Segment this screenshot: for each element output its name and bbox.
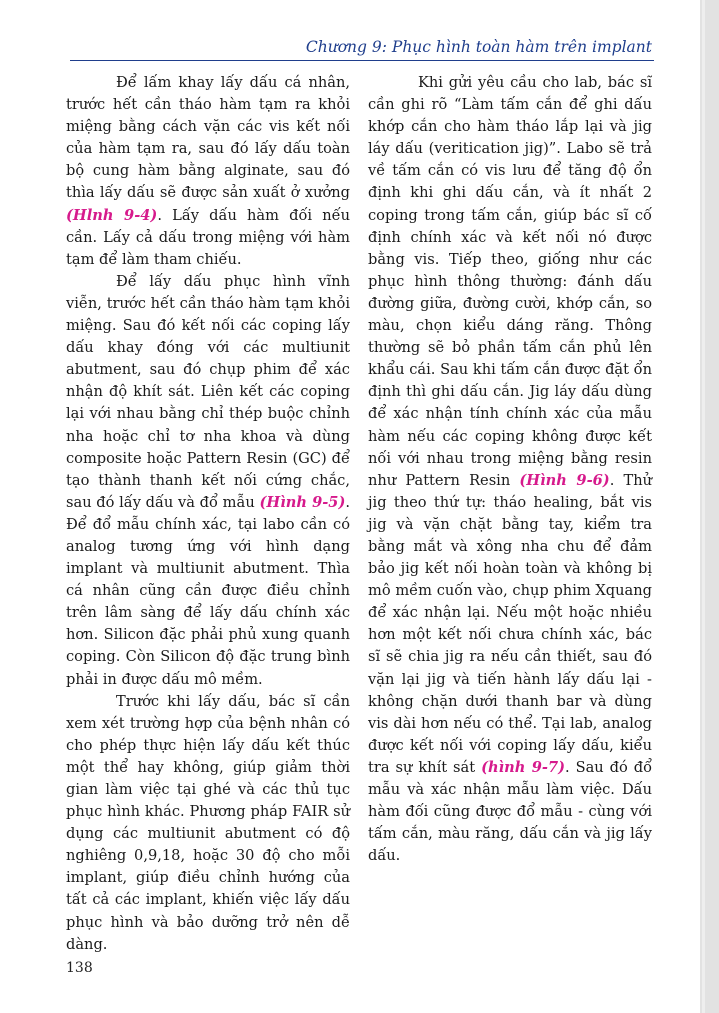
paragraph: Trước khi lấy dấu, bác sĩ cần xem xét trường hợp của bệnh nhân có cho phép thực hiện lấy dấu kết thúc một thể hay không, giúp giảm thời gian làm việc tại ghé và các thủ tục phục hình khác. Phương pháp FAIR sử dụng các multiunit abutment có độ nghiêng 0,9,18, hoặc 30 độ cho mỗi implant, giúp điều chỉnh hướng của tất cả các implant, khiến việc lấy dấu phục hình và bảo dưỡng trở nên dễ dàng. xyxy=(66,692,350,953)
chapter-header: Chương 9: Phục hình toàn hàm trên implant xyxy=(305,38,652,56)
header-rule xyxy=(70,60,654,61)
right-column xyxy=(368,72,652,867)
figure-reference[interactable]: (Hlnh 9-4) xyxy=(66,206,158,224)
page-number: 138 xyxy=(66,960,93,976)
figure-reference[interactable]: (Hình 9-6) xyxy=(519,471,610,489)
left-column xyxy=(66,72,350,956)
paragraph: Để lấm khay lấy dấu cá nhân, trước hết cần tháo hàm tạm ra khỏi miệng bằng cách vặn các vis kết nối của hàm tạm ra, sau đó lấy dấu toàn bộ cung hàm bằng alginate, sau đó thìa lấy dấu sẽ được sản xuất ở xưởng (Hlnh 9-4). Lấy dấu hàm đối nếu cần. Lấy cả dấu trong miệng với hàm tạm để làm tham chiếu. xyxy=(66,74,350,268)
paragraph: Khi gửi yêu cầu cho lab, bác sĩ cần ghi rõ “Làm tấm cắn để ghi dấu khớp cắn cho hàm tháo lắp lại và jig láy dấu (veritication jig)”. Labo sẽ trả về tấm cắn có vis lưu để tăng độ ổn định khi ghi dấu cắn, và ít nhất 2 coping trong tấm cắn, giúp bác sĩ cố định chính xác và kết nối nó được bằng vis. Tiếp theo, giống như các phục hình thông thường: đánh dấu đường giữa, đường cười, khớp cắn, so màu, chọn kiểu dáng răng. Thông thường sẽ bỏ phần tấm cắn phủ lên khẩu cái. Sau khi tấm cắn được đặt ổn định thì ghi dấu cắn. Jig láy dấu dùng để xác nhận tính chính xác của mẫu hàm nếu các coping không được kết nối với nhau trong miệng bằng resin như Pattern Resin (Hình 9-6). Thử jig theo thứ tự: tháo healing, bắt vis jig và vặn chặt bằng tay, kiểm tra bằng mắt và xông nha chu để đảm bảo jig kết nối hoàn toàn và không bị mô mềm cuốn vào, chụp phim Xquang để xác nhận lại. Nếu một hoặc nhiều hơn một kết nối chưa chính xác, bác sĩ sẽ chia jig ra nếu cần thiết, sau đó vặn lại jig và tiến hành lấy dấu lại - không chặn dưới thanh bar và dùng vis dài hơn nếu có thể. Tại lab, analog được kết nối với coping lấy dấu, kiểu tra sự khít sát (hình 9-7). Sau đó đổ mẫu và xác nhận mẫu làm việc. Dấu hàm đối cũng được đổ mẫu - cùng với tấm cắn, màu răng, dấu cắn và jig lấy dấu. xyxy=(368,74,653,865)
spine-label xyxy=(20,10,38,140)
figure-reference[interactable]: (hình 9-7) xyxy=(481,758,566,776)
page-edge-line xyxy=(702,0,705,1013)
figure-reference[interactable]: (Hình 9-5) xyxy=(259,493,346,511)
paragraph: Để lấy dấu phục hình vĩnh viễn, trước hết cần tháo hàm tạm khỏi miệng. Sau đó kết nối các coping lấy dấu khay đóng với các multiunit abutment, sau đó chụp phim để xác nhận độ khít sát. Liên kết các coping lại với nhau bằng chỉ thép buộc chỉnh nha hoặc chỉ tơ nha khoa và dùng composite hoặc Pattern Resin (GC) để tạo thành thanh kết nối cứng chắc, sau đó lấy dấu và đổ mẫu (Hình 9-5). Để đổ mẫu chính xác, tại labo cần có analog tương ứng với hình dạng implant và multiunit abutment. Thìa cá nhân cũng cần được điều chỉnh trên lâm sàng để lấy dấu chính xác hơn. Silicon đặc phải phủ xung quanh coping. Còn Silicon độ đặc trung bình phải in được dấu mô mềm. xyxy=(66,272,351,688)
